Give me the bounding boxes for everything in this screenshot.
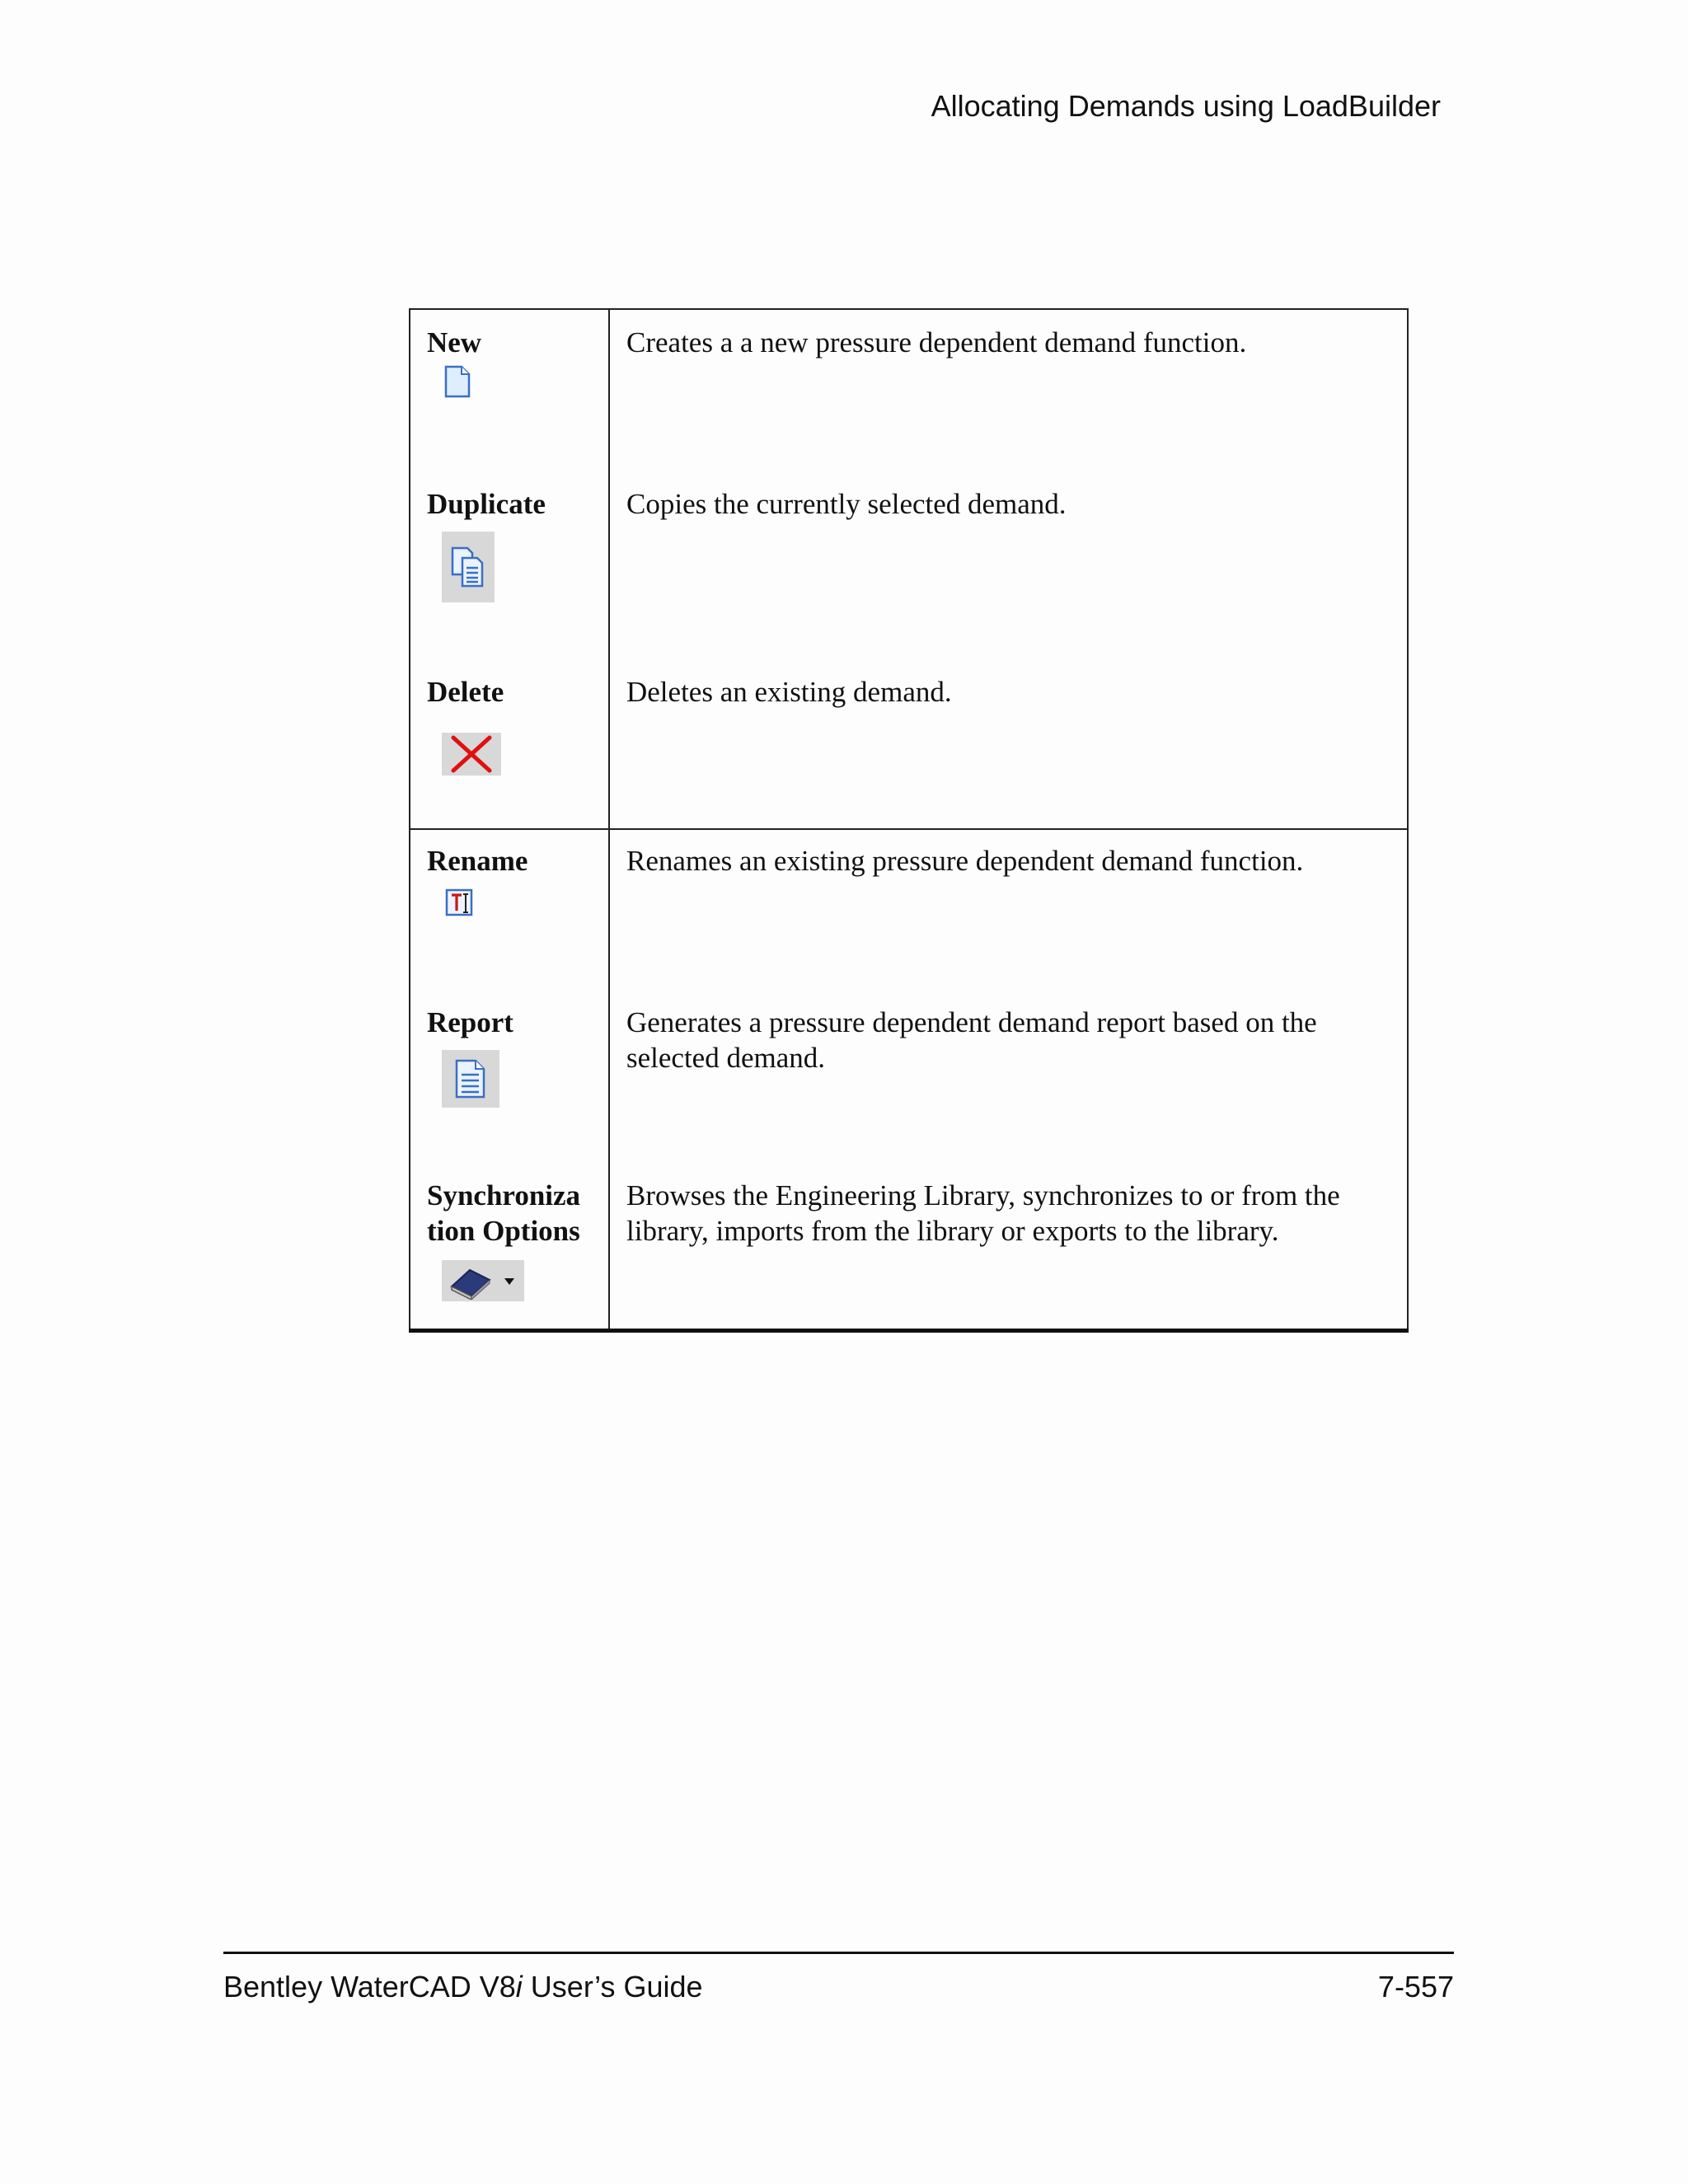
command-name-cell <box>410 674 609 829</box>
command-name: Rename <box>427 845 528 877</box>
command-name-cell <box>410 486 609 674</box>
footer-rule <box>223 1952 1454 1954</box>
footer-guide-italic: i <box>515 1970 523 2004</box>
command-description: Creates a a new pressure dependent demand function. <box>626 326 1247 359</box>
command-description-cell <box>609 674 1408 829</box>
command-description: Renames an existing pressure dependent demand function. <box>626 845 1304 877</box>
report-icon <box>442 1050 499 1108</box>
command-description: Deletes an existing demand. <box>626 676 952 708</box>
rename-icon <box>445 888 475 916</box>
command-description: Browses the Engineering Library, synchronizes to or from the library, imports from the library or exports to the library. <box>626 1179 1340 1247</box>
table-row <box>410 829 1408 1005</box>
command-description-cell <box>609 309 1408 486</box>
command-description: Copies the currently selected demand. <box>626 488 1067 520</box>
command-name: Report <box>427 1006 513 1038</box>
command-name-cell <box>410 309 609 486</box>
new-document-icon <box>443 365 471 398</box>
footer-guide-title <box>223 1970 703 2004</box>
command-description-cell <box>609 1178 1408 1330</box>
table-row <box>410 486 1408 674</box>
command-name-cell <box>410 1005 609 1178</box>
table-row <box>410 309 1408 486</box>
command-name: Delete <box>427 676 504 708</box>
command-description-cell <box>609 829 1408 1005</box>
table-row <box>410 1178 1408 1330</box>
duplicate-icon <box>442 532 495 602</box>
page-number: 7-557 <box>1377 1970 1454 2004</box>
delete-x-icon <box>442 733 501 776</box>
running-header-title: Allocating Demands using LoadBuilder <box>931 89 1441 123</box>
command-name: Duplicate <box>427 488 546 520</box>
command-description: Generates a pressure dependent demand report based on the selected demand. <box>626 1006 1317 1074</box>
command-table <box>409 308 1409 1333</box>
library-book-dropdown-icon <box>442 1260 524 1301</box>
footer-guide-suffix: User’s Guide <box>522 1970 703 2004</box>
command-name-cell <box>410 829 609 1005</box>
command-name-cell <box>410 1178 609 1330</box>
command-description-cell <box>609 1005 1408 1178</box>
command-description-cell <box>609 486 1408 674</box>
command-name: Synchroniza tion Options <box>427 1179 581 1247</box>
footer-guide-prefix: Bentley WaterCAD V8 <box>223 1970 516 2004</box>
command-name: New <box>427 326 482 359</box>
table-row <box>410 674 1408 829</box>
table-row <box>410 1005 1408 1178</box>
